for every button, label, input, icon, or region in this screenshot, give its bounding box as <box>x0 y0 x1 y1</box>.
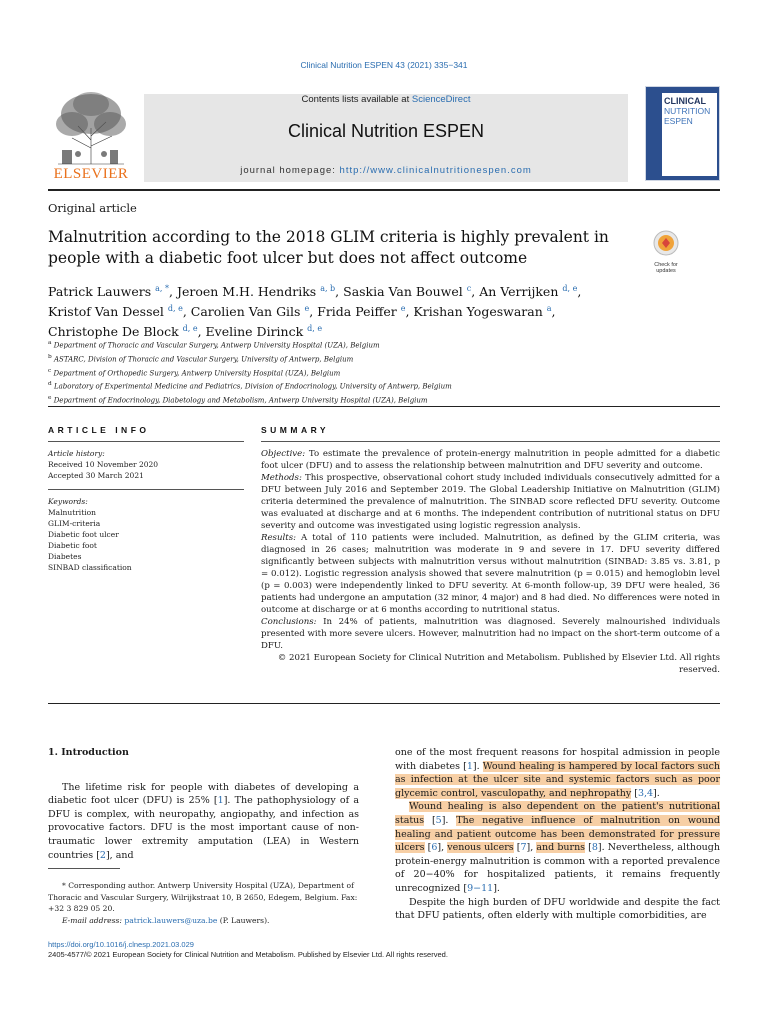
author-separator: , <box>471 284 480 300</box>
email-link[interactable]: patrick.lauwers@uza.be <box>124 915 218 925</box>
author-separator: , <box>309 304 318 320</box>
body-text: [ <box>513 842 521 854</box>
affiliation-key: d <box>48 381 52 388</box>
body-paragraph <box>48 781 359 863</box>
author-separator: , <box>335 284 344 300</box>
author-affiliation-marker[interactable]: e <box>400 304 406 314</box>
author-separator: , <box>405 304 414 320</box>
keyword-item: Malnutrition <box>48 508 96 517</box>
affiliation-text: Department of Thoracic and Vascular Surgery, Antwerp University Hospital (UZA), Belgium <box>53 341 380 350</box>
body-text: [ <box>424 842 432 854</box>
reference-link[interactable]: 2 <box>99 849 106 861</box>
author-name[interactable]: Eveline Dirinck <box>205 324 304 340</box>
footnote-text: * Corresponding author. Antwerp University Hospital (UZA), Department of Thoracic and Vascular Surgery, Wilrijkstraat 10, B 2650, Edegem, Belgium. Fax: +32 3 829 05 20. <box>48 881 358 913</box>
body-text: ]. Nevertheless, although protein-energy malnutrition is common with a reported prevalence of 20−40% for hospitalized patients, it remains frequently unrecognized [ <box>395 842 720 894</box>
body-text: ], <box>526 842 537 854</box>
email-suffix: (P. Lauwers). <box>217 915 270 925</box>
contents-prefix: Contents lists available at <box>301 94 412 105</box>
keywords-label: Keywords: <box>48 497 88 506</box>
summary-rule <box>261 441 720 442</box>
author-list <box>48 280 648 340</box>
reference-link[interactable]: 8 <box>591 842 598 854</box>
footnote-rule <box>48 868 120 869</box>
author-name[interactable]: Carolien Van Gils <box>190 304 301 320</box>
keyword-item: Diabetes <box>48 552 82 561</box>
body-text: one of the most frequent reasons for hospital admission in people with diabetes [ <box>395 747 720 772</box>
journal-cover-panel <box>662 93 717 176</box>
methods-text: This prospective, observational cohort study included individuals consecutively admitted for a DFU between July 2016 and September 2019. The Global Leadership Initiative on Malnutrition (GLIM) criteria determined the prevalence of malnutrition. The SINBAD score reflected DFU severity. Outcome was evaluated at discharge and at 6 months. The independent contribution of nutritional status on DFU severity and outcome was investigated using logistic regression analysis. <box>261 473 720 531</box>
journal-citation[interactable]: Clinical Nutrition ESPEN 43 (2021) 335−341 <box>300 60 468 70</box>
article-info-rule <box>48 441 244 442</box>
journal-cover-image <box>645 86 720 181</box>
body-paragraph <box>395 746 720 800</box>
cover-title-line1: CLINICAL <box>664 96 706 106</box>
received-date: Received 10 November 2020 <box>48 460 159 469</box>
summary-abstract <box>261 448 720 676</box>
keyword-item: Diabetic foot <box>48 541 97 550</box>
reference-link[interactable]: 6 <box>431 842 438 854</box>
author-separator: , <box>577 284 582 300</box>
reference-link[interactable]: 7 <box>520 842 527 854</box>
body-text: [ <box>424 814 436 826</box>
body-text: ], and <box>105 849 134 861</box>
summary-conclusions <box>261 616 720 652</box>
highlighted-text[interactable]: and burns <box>536 842 586 854</box>
author-separator: , <box>551 304 556 320</box>
methods-label: Methods: <box>261 473 302 483</box>
summary-methods <box>261 472 720 532</box>
affiliation-item <box>48 366 688 380</box>
body-text: The lifetime risk for people with diabetes of developing a diabetic foot ulcer (DFU) is 25% [ <box>48 781 359 807</box>
article-info-heading: ARTICLE INFO <box>48 425 150 435</box>
introduction-heading: 1. Introduction <box>48 747 129 758</box>
journal-homepage <box>144 165 628 176</box>
body-text: ], <box>437 842 448 854</box>
highlighted-text[interactable]: Wound healing is also dependent on the patient's nutritional status <box>395 801 720 826</box>
reference-link[interactable]: 1 <box>466 760 473 772</box>
homepage-prefix: journal homepage: <box>240 165 340 176</box>
author-affiliation-marker[interactable]: a <box>546 304 552 314</box>
author-affiliation-marker[interactable]: a, * <box>155 284 169 293</box>
journal-title: Clinical Nutrition ESPEN <box>287 121 485 141</box>
homepage-link[interactable]: http://www.clinicalnutritionespen.com <box>339 165 532 176</box>
cover-title-line3: ESPEN <box>664 116 693 126</box>
body-text: ]. <box>472 760 483 772</box>
affiliation-item <box>48 352 688 366</box>
footnote-email-line <box>48 915 359 927</box>
author-affiliation-marker[interactable]: a, b <box>320 284 336 293</box>
author-affiliation-marker[interactable]: c <box>466 284 472 293</box>
accepted-date: Accepted 30 March 2021 <box>48 471 144 480</box>
reference-link[interactable]: 9−11 <box>467 882 494 894</box>
check-updates-icon <box>653 230 679 256</box>
section-divider <box>48 406 720 407</box>
author-affiliation-marker[interactable]: d, e <box>562 284 578 293</box>
author-name[interactable]: Krishan Yogeswaran <box>413 304 543 320</box>
author-affiliation-marker[interactable]: d, e <box>182 324 198 334</box>
author-affiliation-marker[interactable]: d, e <box>167 304 183 314</box>
affiliation-text: ASTARC, Division of Thoracic and Vascular Surgery, University of Antwerp, Belgium <box>53 355 354 364</box>
keyword-item: SINBAD classification <box>48 563 132 572</box>
highlighted-text[interactable]: venous ulcers <box>447 842 514 854</box>
affiliation-text: Department of Endocrinology, Diabetology and Metabolism, Antwerp University Hospital (UZA), Belgium <box>53 396 428 405</box>
body-paragraph: Despite the high burden of DFU worldwide and despite the fact that DFU patients, often elderly with multiple comorbidities, are <box>395 896 720 922</box>
affiliation-text: Department of Orthopedic Surgery, Antwerp University Hospital (UZA), Belgium <box>53 368 341 377</box>
affiliation-key: e <box>48 395 52 402</box>
summary-heading: SUMMARY <box>261 425 330 435</box>
author-name[interactable]: Frida Peiffer <box>317 304 397 320</box>
author-affiliation-marker[interactable]: d, e <box>307 324 323 334</box>
author-separator: , <box>197 324 206 340</box>
body-text: [ <box>631 787 638 799</box>
author-name[interactable]: Jeroen M.H. Hendriks <box>176 284 317 300</box>
email-label: E-mail address: <box>62 915 125 925</box>
results-text: A total of 110 patients were included. Malnutrition, as defined by the GLIM criteria, was diagnosed in 26 cases; malnutrition was moderate in 9 and severe in 17. DFU severity differed significantly between subjects with malnutrition versus without malnutrition (SINBAD: 3.85 vs. 3.81, p = 0.012). Logistic regression analysis showed that severe malnutrition (p = 0.015) and hemoglobin level (p = 0.003) were independently linked to DFU severity. At 6-month follow-up, 39 DFU were healed, 36 patients had undergone an amputation (32 minor, 4 major) and 8 had died. No differences were noted in outcome at discharge or at 6 months according to nutritional status. <box>261 533 720 615</box>
article-info-rule <box>48 489 244 490</box>
section-divider <box>48 703 720 704</box>
affiliation-item <box>48 379 688 393</box>
body-text: ]. <box>493 882 500 894</box>
article-type: Original article <box>48 201 137 215</box>
body-text: ]. The pathophysiology of a DFU is complex, with neuropathy, angiopathy, and infection as provocative factors. DFU is the most important cause of non-traumatic lower extremity amputation (LEA) in Western countries [ <box>48 795 359 861</box>
author-name[interactable]: Christophe De Block <box>48 324 179 340</box>
reference-link[interactable]: 1 <box>217 795 224 807</box>
body-text: [ <box>585 842 592 854</box>
objective-label: Objective: <box>261 449 306 459</box>
author-name[interactable]: Kristof Van Dessel <box>48 304 164 320</box>
sciencedirect-link[interactable]: ScienceDirect <box>411 94 471 105</box>
highlighted-text[interactable]: The negative influence of malnutrition on wound healing and patient outcome has been demonstrated for pressure ulcers <box>395 814 720 854</box>
objective-text: To estimate the prevalence of protein-energy malnutrition in people admitted for a diabetic foot ulcer (DFU) and to assess the relationship between malnutrition and DFU severity and outcome. <box>261 449 720 471</box>
author-name[interactable]: Saskia Van Bouwel <box>343 284 463 300</box>
article-history-label: Article history: <box>48 449 105 458</box>
body-paragraph <box>395 800 720 895</box>
body-text: ]. <box>441 814 457 826</box>
summary-objective <box>261 448 720 472</box>
affiliation-item <box>48 338 688 352</box>
affiliation-list <box>48 338 688 407</box>
author-separator: , <box>182 304 191 320</box>
conclusions-label: Conclusions: <box>261 617 317 627</box>
check-for-updates-button[interactable] <box>644 230 688 274</box>
contents-line <box>144 94 628 105</box>
keyword-item: Diabetic foot ulcer <box>48 530 119 539</box>
cover-title-line2: NUTRITION <box>664 106 711 116</box>
affiliation-key: c <box>48 367 52 374</box>
keywords-block <box>48 496 244 573</box>
body-right-column <box>395 746 720 923</box>
body-text: ]. <box>653 787 660 799</box>
elsevier-wordmark: ELSEVIER <box>53 166 129 182</box>
reference-link[interactable]: 3,4 <box>637 787 654 799</box>
conclusions-text: In 24% of patients, malnutrition was diagnosed. Severely malnourished individuals presented with more severe ulcers. However, malnutrition had no impact on the short-term outcome of a DFU. <box>261 617 720 651</box>
issn-copyright-line: 2405-4577/© 2021 European Society for Clinical Nutrition and Metabolism. Published by Elsevier Ltd. All rights reserved. <box>48 950 448 959</box>
author-name[interactable]: Patrick Lauwers <box>48 284 152 300</box>
summary-copyright: © 2021 European Society for Clinical Nutrition and Metabolism. Published by Elsevier Ltd. All rights reserved. <box>277 653 720 675</box>
affiliation-key: b <box>48 353 52 360</box>
author-name[interactable]: An Verrijken <box>479 284 559 300</box>
doi-link[interactable]: https://doi.org/10.1016/j.clnesp.2021.03.029 <box>48 940 194 949</box>
check-updates-label: Check for updates <box>654 262 678 274</box>
affiliation-key: a <box>48 340 52 346</box>
author-separator: , <box>168 284 177 300</box>
corresponding-author-footnote <box>48 880 359 926</box>
keyword-item: GLIM-criteria <box>48 519 101 528</box>
summary-results <box>261 532 720 616</box>
reference-link[interactable]: 5 <box>435 814 442 826</box>
article-history <box>48 448 244 481</box>
highlighted-text[interactable]: Wound healing is hampered by local factors such as infection at the ulcer site and systemic factors such as poor glycemic control, vasculopathy, and nephropathy <box>395 760 721 799</box>
results-label: Results: <box>261 533 297 543</box>
author-affiliation-marker[interactable]: e <box>304 304 310 314</box>
header-divider <box>48 189 720 191</box>
affiliation-text: Laboratory of Experimental Medicine and Pediatrics, Division of Endocrinology, University of Antwerp, Belgium <box>53 382 452 391</box>
body-left-column <box>48 746 359 862</box>
article-title: Malnutrition according to the 2018 GLIM criteria is highly prevalent in people with a diabetic foot ulcer but does not affect outcome <box>48 228 609 267</box>
